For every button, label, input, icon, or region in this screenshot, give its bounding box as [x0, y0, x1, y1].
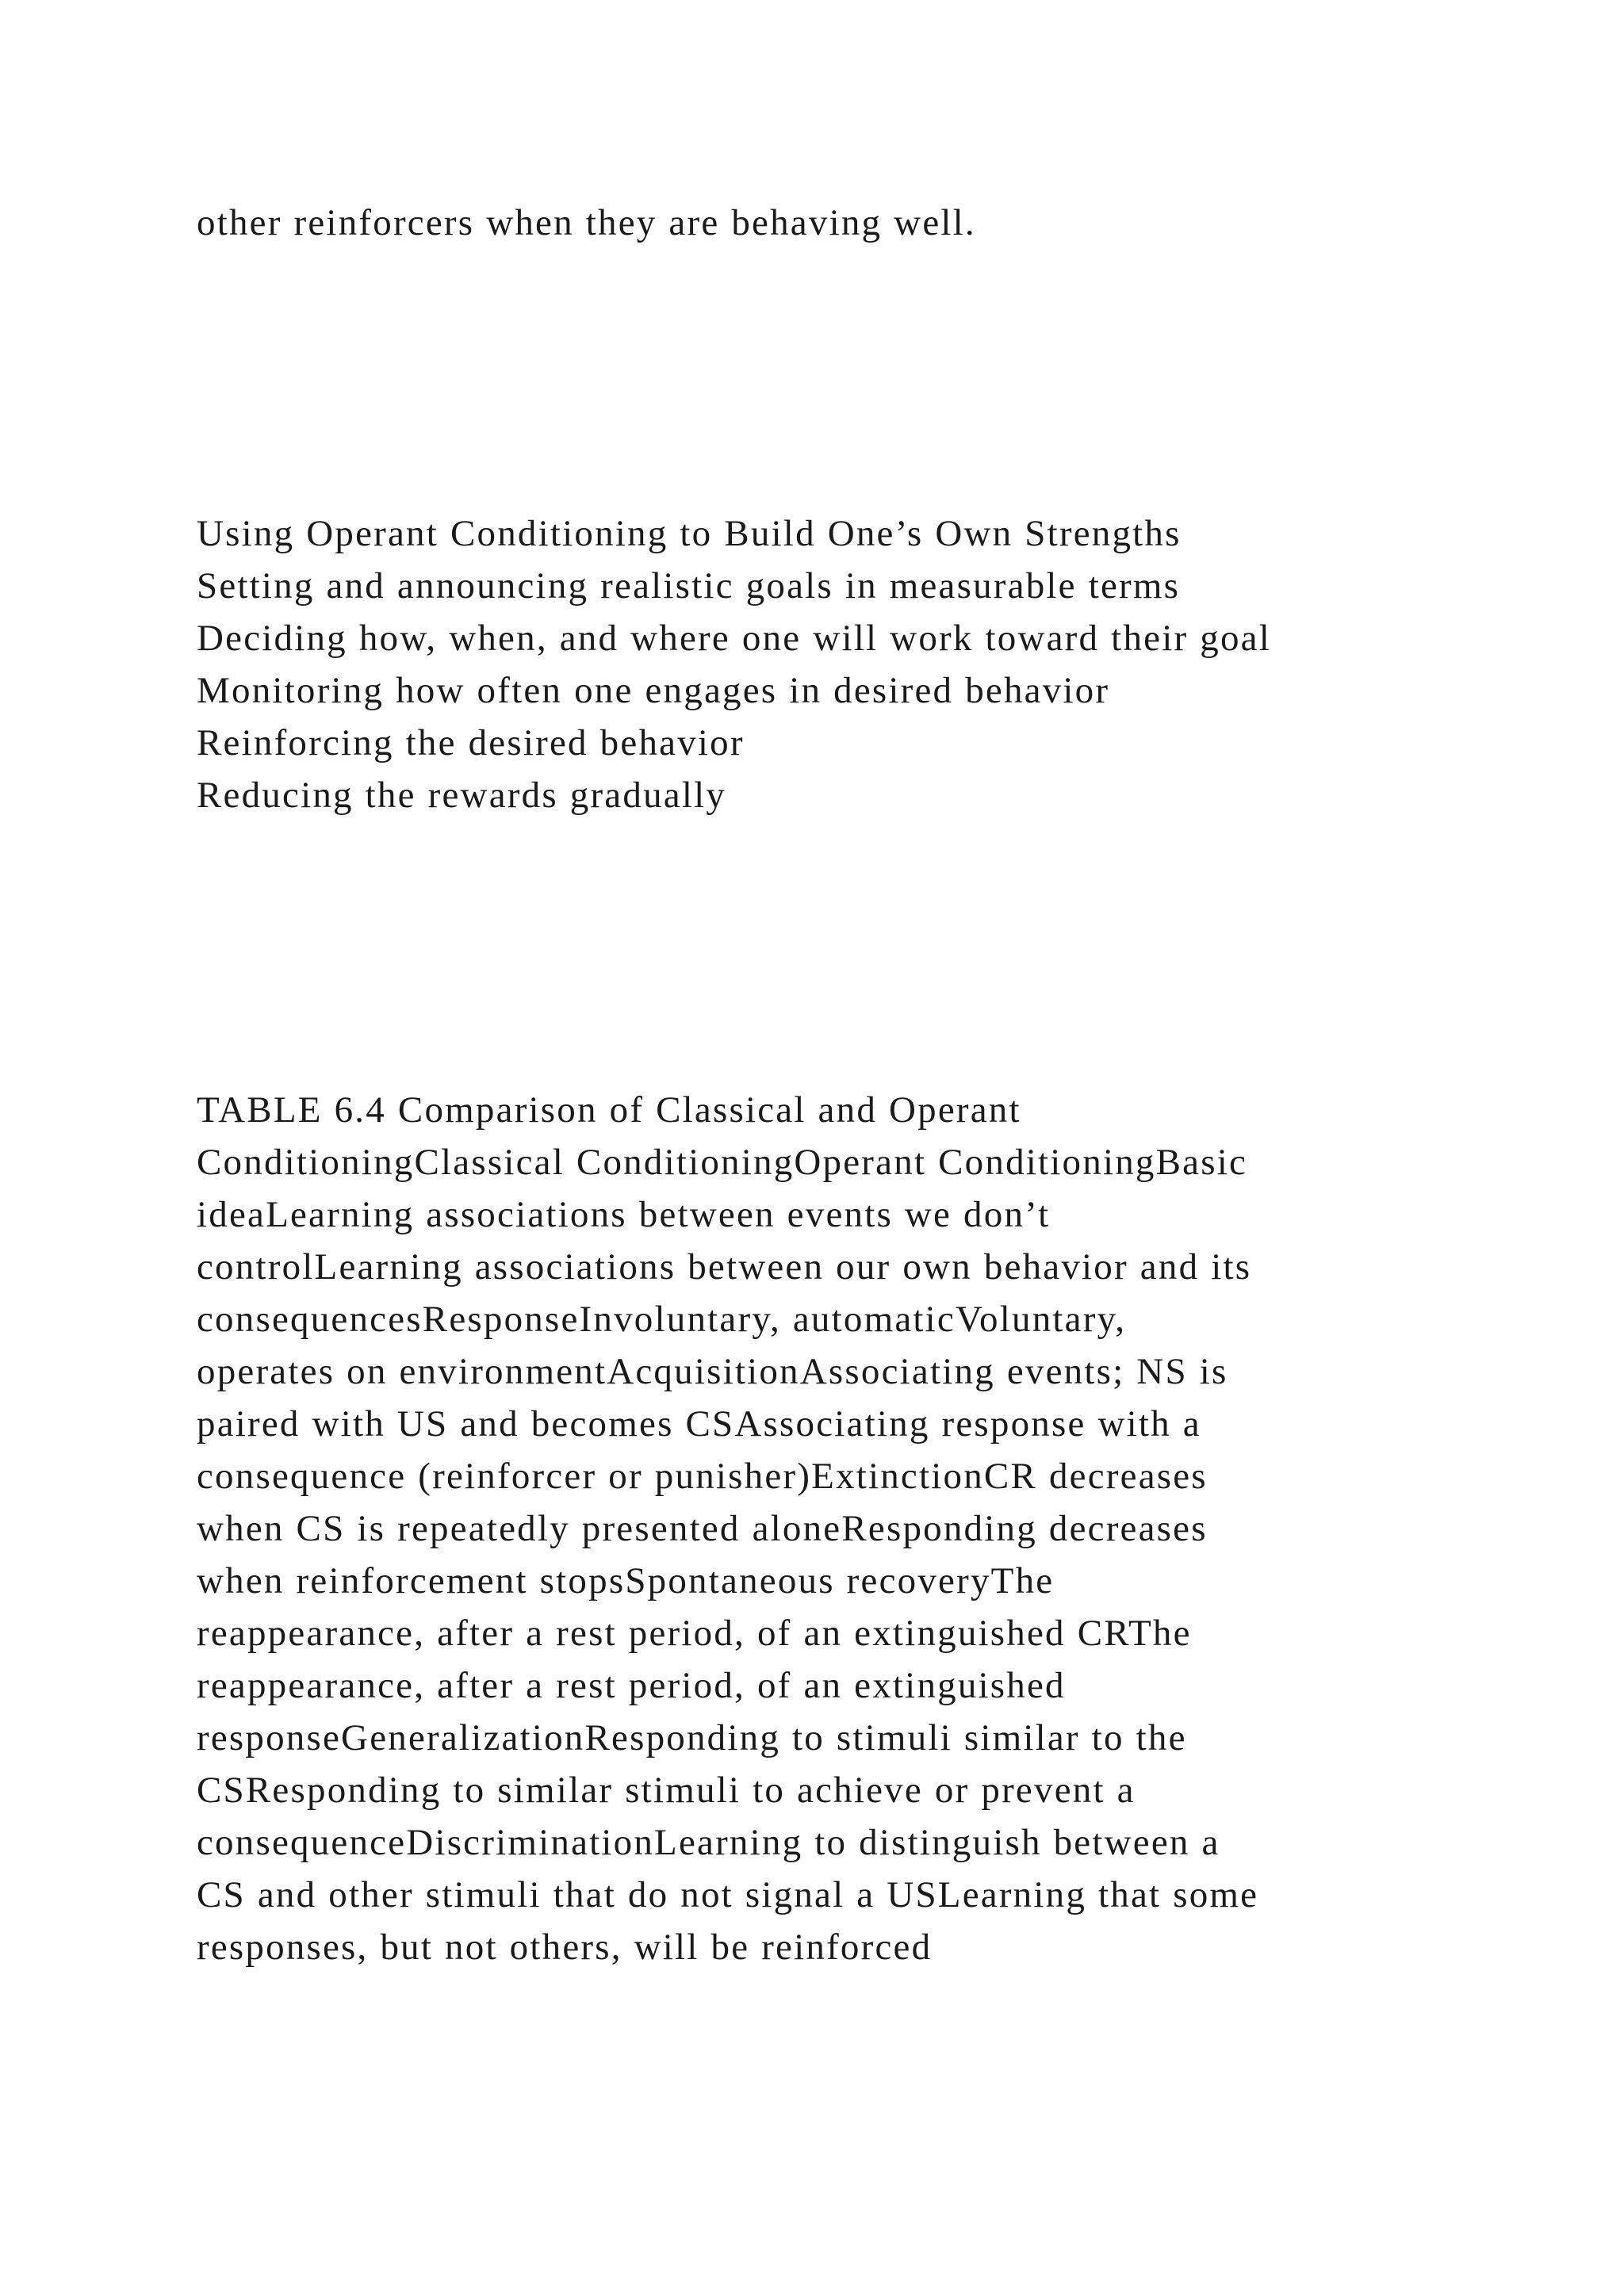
- table-comparison-text: [197, 1084, 1497, 1973]
- list-item: Reinforcing the desired behavior: [197, 722, 745, 763]
- table-title-line: TABLE 6.4 Comparison of Classical and Operant: [197, 1089, 1021, 1131]
- strengths-list: [197, 507, 1497, 821]
- list-item: Monitoring how often one engages in desired behavior: [197, 670, 1110, 711]
- text-line: consequence (reinforcer or punisher)ExtinctionCR decreases: [197, 1456, 1208, 1497]
- list-item: Setting and announcing realistic goals in measurable terms: [197, 565, 1181, 607]
- text-line: reappearance, after a rest period, of an extinguished: [197, 1665, 1066, 1706]
- text-line: responseGeneralizationResponding to stimuli similar to the: [197, 1717, 1187, 1758]
- text-line: responses, but not others, will be reinforced: [197, 1927, 933, 1968]
- text-line: operates on environmentAcquisitionAssociating events; NS is: [197, 1351, 1228, 1392]
- text-line: consequenceDiscriminationLearning to distinguish between a: [197, 1822, 1220, 1863]
- text-line: controlLearning associations between our own behavior and its: [197, 1246, 1252, 1288]
- text-line: reappearance, after a rest period, of an extinguished CRThe: [197, 1613, 1192, 1654]
- text-line: CS and other stimuli that do not signal a USLearning that some: [197, 1874, 1259, 1915]
- text-line: when CS is repeatedly presented aloneResponding decreases: [197, 1508, 1208, 1549]
- text-line: ideaLearning associations between events we don’t: [197, 1194, 1051, 1235]
- text-line: paired with US and becomes CSAssociating response with a: [197, 1403, 1201, 1445]
- text-line: CSResponding to similar stimuli to achieve or prevent a: [197, 1770, 1136, 1811]
- text-line: other reinforcers when they are behaving well.: [197, 202, 976, 243]
- intro-paragraph: [197, 197, 1497, 249]
- text-line: ConditioningClassical ConditioningOperant ConditioningBasic: [197, 1142, 1248, 1183]
- list-item: Reducing the rewards gradually: [197, 775, 727, 816]
- list-item: Deciding how, when, and where one will work toward their goal: [197, 618, 1271, 659]
- list-heading: Using Operant Conditioning to Build One’s Own Strengths: [197, 513, 1182, 554]
- text-line: when reinforcement stopsSpontaneous recoveryThe: [197, 1560, 1055, 1601]
- text-line: consequencesResponseInvoluntary, automaticVoluntary,: [197, 1299, 1127, 1340]
